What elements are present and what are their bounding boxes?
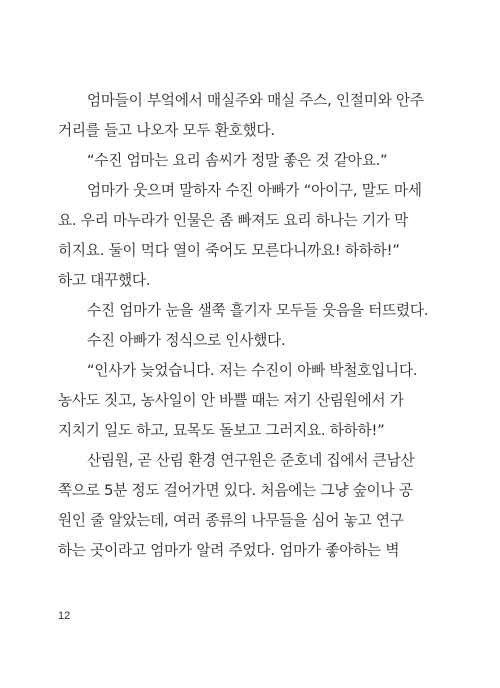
text-line: 쪽으로 5분 정도 걸어가면 있다. 처음에는 그냥 숲이나 공 <box>58 482 413 499</box>
page-number: 12 <box>58 610 71 622</box>
text-line: 원인 줄 알았는데, 여러 종류의 나무들을 심어 놓고 연구 <box>58 512 404 529</box>
text-line: 산림원, 곧 산림 환경 연구원은 준호네 집에서 큰남산 <box>87 452 415 469</box>
text-line: 수진 엄마가 눈을 샐쭉 흘기자 모두들 웃음을 터뜨렸다. <box>87 302 429 319</box>
text-line: “인사가 늦었습니다. 저는 수진이 아빠 박철호입니다. <box>87 362 418 379</box>
text-line: 지치기 일도 하고, 묘목도 돌보고 그러지요. 하하하!” <box>58 422 385 439</box>
body-text <box>58 86 442 566</box>
text-line: 엄마가 웃으며 말하자 수진 아빠가 “아이구, 말도 마세 <box>87 182 422 199</box>
text-line: “수진 엄마는 요리 솜씨가 정말 좋은 것 같아요.” <box>87 152 388 169</box>
text-line: 농사도 짓고, 농사일이 안 바쁠 때는 저기 산림원에서 가 <box>58 392 404 409</box>
text-line: 엄마들이 부엌에서 매실주와 매실 주스, 인절미와 안주 <box>87 92 424 109</box>
text-line: 요. 우리 마누라가 인물은 좀 빠져도 요리 하나는 기가 막 <box>58 212 409 229</box>
text-line: 하는 곳이라고 엄마가 알려 주었다. 엄마가 좋아하는 벽 <box>58 542 400 559</box>
text-line: 히지요. 둘이 먹다 열이 죽어도 모른다니까요! 하하하!” <box>58 242 400 259</box>
text-line: 거리를 들고 나오자 모두 환호했다. <box>58 122 275 139</box>
text-line: 하고 대꾸했다. <box>58 272 151 289</box>
text-line: 수진 아빠가 정식으로 인사했다. <box>87 332 286 349</box>
